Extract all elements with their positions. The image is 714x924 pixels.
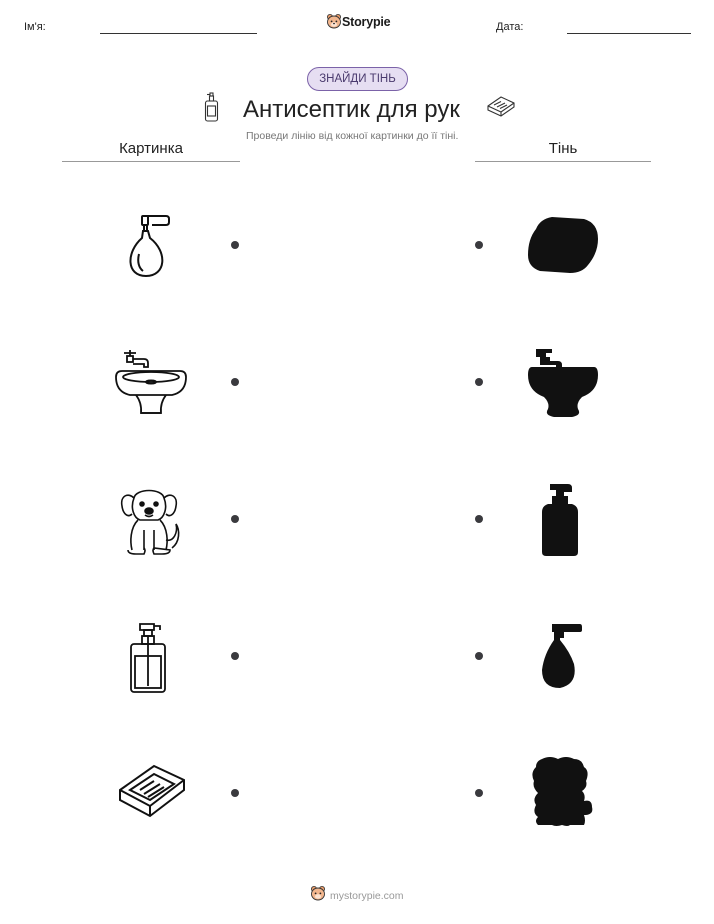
puppy-shadow[interactable] [528, 755, 596, 829]
name-label: Ім'я: [24, 21, 46, 33]
right-dot-4[interactable] [475, 652, 483, 660]
left-dot-2[interactable] [231, 378, 239, 386]
name-line[interactable] [100, 33, 257, 34]
footer-logo-icon [310, 885, 326, 902]
left-dot-1[interactable] [231, 241, 239, 249]
column-divider-left [62, 161, 240, 162]
soap-dispenser-icon [204, 92, 220, 122]
column-divider-right [475, 161, 651, 162]
soap-dropper-shadow[interactable] [540, 620, 584, 690]
footer-site[interactable]: mystorypie.com [330, 890, 404, 902]
left-dot-3[interactable] [231, 515, 239, 523]
soap-dispenser-picture[interactable] [128, 620, 174, 694]
storypie-logo-icon [326, 13, 342, 30]
right-dot-5[interactable] [475, 789, 483, 797]
left-dot-5[interactable] [231, 789, 239, 797]
right-dot-2[interactable] [475, 378, 483, 386]
soap-bar-icon [485, 94, 517, 118]
puppy-picture[interactable] [118, 484, 184, 556]
left-dot-4[interactable] [231, 652, 239, 660]
soap-bar-picture[interactable] [116, 762, 188, 820]
date-label: Дата: [496, 21, 524, 33]
soap-bar-shadow[interactable] [526, 213, 600, 277]
column-header-picture: Картинка [119, 140, 183, 157]
date-line[interactable] [567, 33, 691, 34]
instructions: Проведи лінію від кожної картинки до її тіні. [246, 130, 459, 142]
column-header-shadow: Тінь [548, 140, 578, 157]
sink-picture[interactable] [114, 347, 188, 417]
soap-dispenser-shadow[interactable] [540, 482, 584, 558]
soap-dropper-picture[interactable] [128, 210, 174, 280]
sink-shadow[interactable] [526, 347, 600, 419]
brand-name: Storypie [342, 15, 391, 29]
right-dot-1[interactable] [475, 241, 483, 249]
right-dot-3[interactable] [475, 515, 483, 523]
page-title: Антисептик для рук [243, 96, 460, 123]
activity-badge: ЗНАЙДИ ТІНЬ [307, 67, 408, 91]
